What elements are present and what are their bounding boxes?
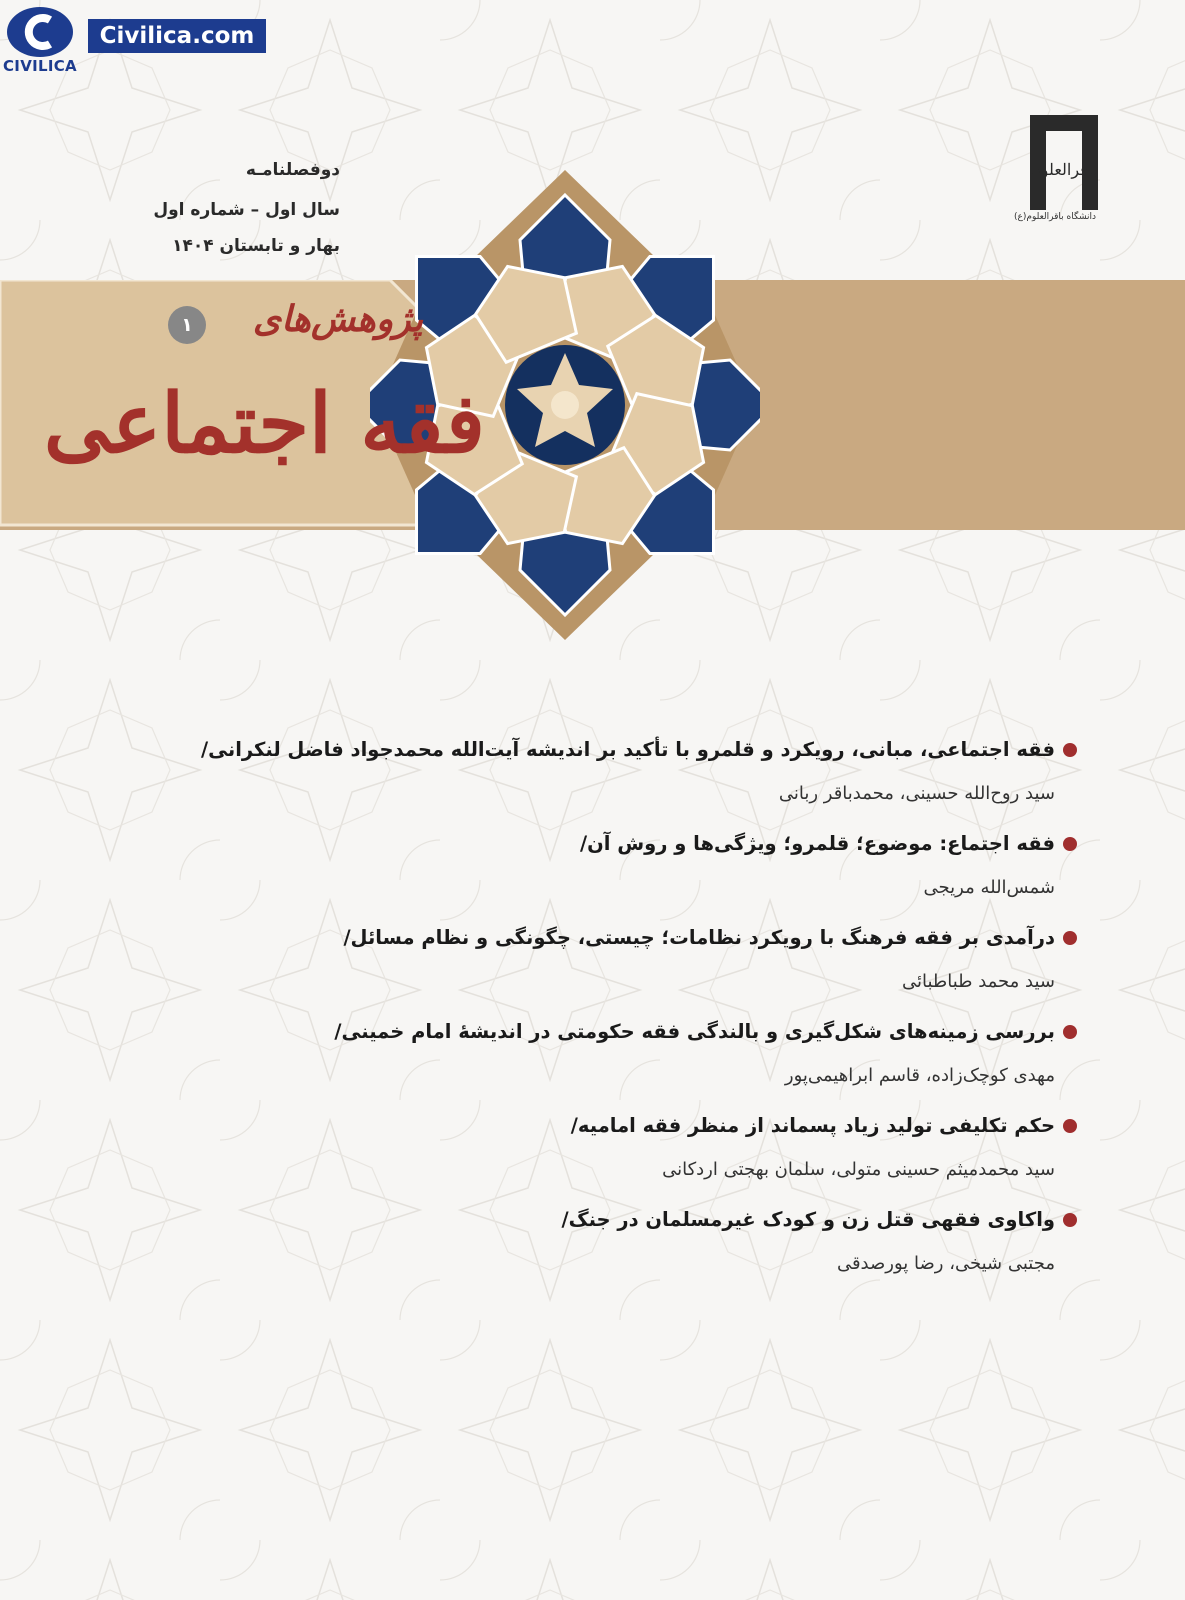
article-title[interactable]: حکم تکلیفی تولید زیاد پسماند از منظر فقه امامیه/ [197,1104,1077,1148]
journal-volume: سال اول – شماره اول [153,200,340,220]
bullet-icon [1063,743,1077,757]
article-authors: مهدی کوچک‌زاده، قاسم ابراهیمی‌پور [784,1065,1055,1086]
civilica-header[interactable] [0,0,270,80]
journal-season: بهار و تابستان ۱۴۰۴ [172,236,340,256]
issue-number-badge: ۱ [168,306,206,344]
list-item [197,822,1077,910]
article-title[interactable]: بررسی زمینه‌های شکل‌گیری و بالندگی فقه حکومتی در اندیشهٔ امام خمینی/ [197,1010,1077,1054]
list-item [197,1198,1077,1286]
university-caption: دانشگاه باقرالعلوم(ع) [1013,212,1097,222]
table-of-contents [197,728,1077,1292]
list-item [197,1104,1077,1192]
university-logo-icon [1010,95,1110,225]
article-authors: شمس‌الله مریجی [923,877,1055,898]
article-authors: سید محمدمیثم حسینی متولی، سلمان بهجتی اردکانی [662,1159,1055,1180]
article-title[interactable]: فقه اجتماع: موضوع؛ قلمرو؛ ویژگی‌ها و روش آن/ [197,822,1077,866]
civilica-link[interactable]: Civilica.com [88,19,266,53]
civilica-label: CIVILICA [3,57,77,75]
bullet-icon [1063,1025,1077,1039]
journal-title-big: فقه اجتماعی [43,376,485,472]
civilica-logo-icon[interactable] [6,6,74,58]
bullet-icon [1063,837,1077,851]
article-authors: سید محمد طباطبائی [901,971,1055,992]
list-item [197,916,1077,1004]
article-authors: مجتبی شیخی، رضا پورصدقی [836,1253,1055,1274]
journal-title-small: پژوهش‌های [252,298,424,340]
list-item [197,1010,1077,1098]
article-title[interactable]: درآمدی بر فقه فرهنگ با رویکرد نظامات؛ چیستی، چگونگی و نظام مسائل/ [197,916,1077,960]
journal-type: دوفصلنامـه [245,160,340,180]
article-title[interactable]: واکاوی فقهی قتل زن و کودک غیرمسلمان در جنگ/ [197,1198,1077,1242]
article-authors: سید روح‌الله حسینی، محمدباقر ربانی [778,783,1055,804]
bullet-icon [1063,1213,1077,1227]
bullet-icon [1063,1119,1077,1133]
article-title[interactable]: فقه اجتماعی، مبانی، رویکرد و قلمرو با تأکید بر اندیشه آیت‌الله محمدجواد فاضل لنکرانی/ [197,728,1077,772]
list-item [197,728,1077,816]
bullet-icon [1063,931,1077,945]
university-logo-text: باقرالعلوم [1030,160,1098,179]
